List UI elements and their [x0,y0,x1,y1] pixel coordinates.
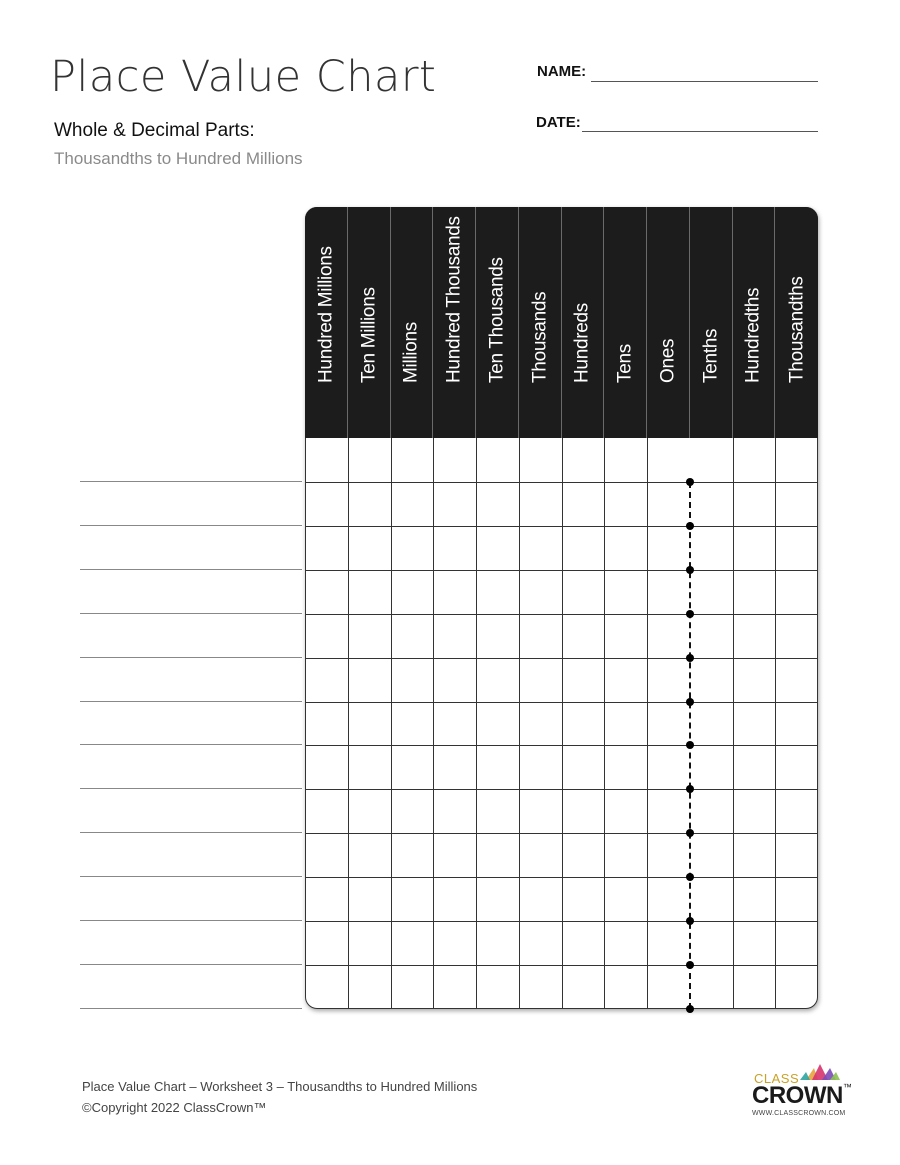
decimal-point-dot [686,917,694,925]
name-field[interactable] [591,81,818,82]
column-header-label: Ten Thousands [486,257,508,383]
column-header-ones [647,207,690,438]
grid-row-line [305,614,818,615]
date-label: DATE: [536,114,581,131]
answer-line[interactable] [80,525,302,526]
grid-column-line [733,438,734,1009]
column-header-hundreds [562,207,605,438]
grid-row-line [305,965,818,966]
logo-crown-text: CROWN™ [752,1082,852,1109]
grid-column-line [604,438,605,1009]
grid-row-line [305,702,818,703]
column-header-ten-thousands [476,207,519,438]
crown-peak [800,1072,810,1080]
answer-line[interactable] [80,657,302,658]
answer-line[interactable] [80,481,302,482]
grid-row-line [305,833,818,834]
grid-row-line [305,789,818,790]
answer-line[interactable] [80,744,302,745]
grid-column-line [391,438,392,1009]
grid-column-line [775,438,776,1009]
decimal-point-dot [686,478,694,486]
logo-class-text: CLASS [754,1071,800,1086]
column-header-ten-millions [348,207,391,438]
decimal-point-dot [686,522,694,530]
date-field[interactable] [582,131,818,132]
grid-column-line [476,438,477,1009]
column-header-hundred-millions [305,207,348,438]
logo-url: WWW.CLASSCROWN.COM [752,1110,846,1117]
answer-line[interactable] [80,1008,302,1009]
grid-row-line [305,482,818,483]
decimal-point-dot [686,961,694,969]
grid-column-line [433,438,434,1009]
column-header-label: Thousandths [786,276,808,383]
answer-line[interactable] [80,701,302,702]
answer-line[interactable] [80,920,302,921]
answer-line[interactable] [80,964,302,965]
decimal-point-dot [686,873,694,881]
column-header-thousands [519,207,562,438]
grid-row-line [305,570,818,571]
grid-row-line [305,921,818,922]
answer-line[interactable] [80,832,302,833]
column-header-hundredths [733,207,776,438]
column-header-hundred-thousands [433,207,476,438]
column-header-label: Thousands [529,291,551,383]
grid-row-line [305,745,818,746]
page-title: Place Value Chart [50,52,437,102]
decimal-point-dot [686,610,694,618]
footer-copyright: ©Copyright 2022 ClassCrown™ [82,1100,267,1115]
column-header-label: Ones [657,338,679,383]
column-header-tenths [690,207,733,438]
grid-column-line [519,438,520,1009]
column-header-label: Millions [400,322,422,383]
column-header-label: Hundreds [571,303,593,383]
decimal-point-dot [686,654,694,662]
grid-column-line [562,438,563,1009]
grid-row-line [305,877,818,878]
footer-title: Place Value Chart – Worksheet 3 – Thousandths to Hundred Millions [82,1079,478,1094]
name-label: NAME: [537,63,587,80]
grid-row-line [305,658,818,659]
decimal-point-dot [686,566,694,574]
chart-header [305,207,818,438]
column-header-label: Ten Millions [358,287,380,383]
column-header-label: Hundredths [742,287,764,383]
decimal-point-dot [686,698,694,706]
column-header-label: Tens [614,344,636,383]
classcrown-logo [748,1062,852,1122]
worksheet-range: Thousandths to Hundred Millions [54,149,303,168]
grid-column-line [348,438,349,1009]
column-header-thousandths [775,207,818,438]
column-header-label: Hundred Thousands [443,216,465,383]
grid-row-line [305,526,818,527]
answer-line[interactable] [80,876,302,877]
column-header-tens [604,207,647,438]
grid-column-line [647,438,648,1009]
worksheet-subtitle: Whole & Decimal Parts: [54,120,255,141]
column-header-millions [391,207,434,438]
column-header-label: Hundred Millions [315,246,337,383]
answer-line[interactable] [80,569,302,570]
decimal-point-dot [686,1005,694,1013]
column-header-label: Tenths [700,328,722,383]
answer-line[interactable] [80,788,302,789]
answer-line[interactable] [80,613,302,614]
